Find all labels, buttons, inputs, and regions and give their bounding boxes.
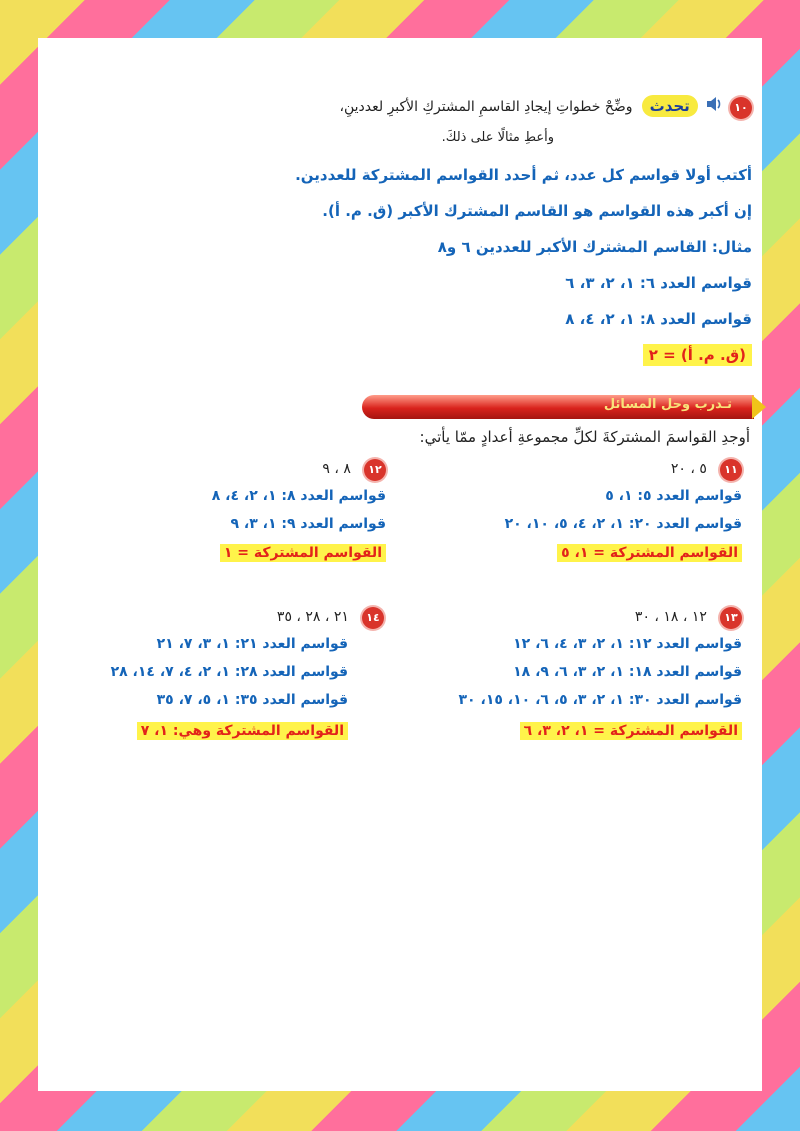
- exercise-14: [48, 606, 380, 756]
- answer-line-1: أكتب أولا قواسم كل عدد، ثم أحدد القواسم المشتركة للعددين.: [295, 166, 752, 184]
- section-banner: [362, 395, 754, 419]
- common-divisors-result: القواسم المشتركة = ١، ٥: [557, 544, 742, 562]
- question-prompt-line2: وأعطِ مثالًا على ذلكَ.: [441, 130, 554, 145]
- exercise-header: [322, 458, 386, 481]
- section-instruction: أوجدِ القواسمَ المشتركةَ لكلِّ مجموعةِ أعدادٍ ممّا يأتي:: [419, 428, 750, 446]
- exercise-header: [671, 458, 742, 481]
- speaker-icon: [705, 94, 723, 118]
- common-divisors-result: القواسم المشتركة وهي: ١، ٧: [137, 722, 348, 740]
- talk-badge: تحدث: [642, 95, 698, 117]
- exercise-header: [635, 606, 742, 629]
- answer-block: [52, 166, 752, 376]
- divisors-row: قواسم العدد ٥: ١، ٥: [605, 488, 742, 504]
- worksheet-page: [38, 38, 762, 1091]
- answer-line-2: إن أكبر هذه القواسم هو القاسم المشترك الأكبر (ق. م. أ).: [322, 202, 752, 220]
- divisors-row: قواسم العدد ٣٥: ١، ٥، ٧، ٣٥: [156, 692, 348, 708]
- answer-line-5: قواسم العدد ٨: ١، ٢، ٤، ٨: [565, 310, 752, 328]
- answer-line-4: قواسم العدد ٦: ١، ٢، ٣، ٦: [565, 274, 752, 292]
- question-prompt-line1: وضِّحْ خطواتِ إيجادِ القاسمِ المشتركِ الأكبرِ لعددينِ،: [339, 98, 633, 115]
- exercise-number: ١٢: [364, 459, 386, 481]
- divisors-row: قواسم العدد ٢١: ١، ٣، ٧، ٢١: [156, 636, 348, 652]
- exercise-header: [277, 606, 384, 629]
- exercise-13: [382, 606, 742, 756]
- exercise-numbers: ٨ ، ٩: [322, 461, 351, 477]
- divisors-row: قواسم العدد ٨: ١، ٢، ٤، ٨: [211, 488, 386, 504]
- common-divisors-result: القواسم المشتركة = ١: [220, 544, 386, 562]
- exercise-numbers: ١٢ ، ١٨ ، ٣٠: [634, 609, 707, 625]
- exercise-12: [46, 458, 386, 578]
- divisors-row: قواسم العدد ٢٨: ١، ٢، ٤، ٧، ١٤، ٢٨: [110, 664, 348, 680]
- answer-result: (ق. م. أ) = ٢: [643, 344, 752, 366]
- divisors-row: قواسم العدد ٩: ١، ٣، ٩: [230, 516, 386, 532]
- divisors-row: قواسم العدد ٢٠: ١، ٢، ٤، ٥، ١٠، ٢٠: [504, 516, 742, 532]
- exercise-numbers: ٢١ ، ٢٨ ، ٣٥: [276, 609, 349, 625]
- divisors-row: قواسم العدد ١٢: ١، ٢، ٣، ٤، ٦، ١٢: [513, 636, 742, 652]
- banner-label: تـدرب وحل المسائل: [603, 397, 732, 412]
- common-divisors-result: القواسم المشتركة = ١، ٢، ٣، ٦: [520, 722, 742, 740]
- answer-line-3: مثال: القاسم المشترك الأكبر للعددين ٦ و٨: [437, 238, 752, 256]
- question-number: ١٠: [730, 97, 752, 119]
- divisors-row: قواسم العدد ٣٠: ١، ٢، ٣، ٥، ٦، ١٠، ١٥، ٣٠: [458, 692, 742, 708]
- divisors-row: قواسم العدد ١٨: ١، ٢، ٣، ٦، ٩، ١٨: [513, 664, 742, 680]
- banner-arrow-icon: [752, 395, 766, 419]
- exercise-numbers: ٥ ، ٢٠: [670, 461, 707, 477]
- exercise-number: ١٣: [720, 607, 742, 629]
- exercise-number: ١٤: [362, 607, 384, 629]
- exercise-11: [402, 458, 742, 578]
- question-10: [72, 94, 752, 119]
- exercise-number: ١١: [720, 459, 742, 481]
